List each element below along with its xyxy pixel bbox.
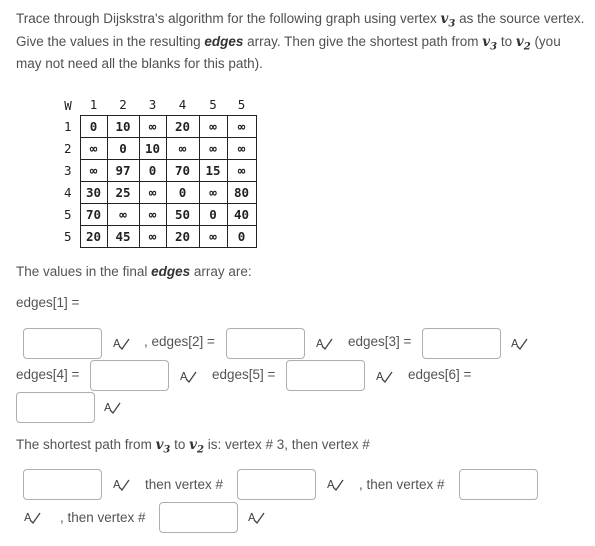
then-vertex-label: then vertex # — [145, 477, 224, 492]
matrix-cell: ∞ — [80, 137, 107, 159]
svg-text:A: A — [511, 337, 519, 350]
matrix-row — [56, 159, 256, 181]
matrix-cell: 20 — [166, 225, 199, 247]
matrix-col-header: 5 — [209, 97, 217, 113]
prompt-text: (you may not need all the blanks for this path). — [16, 33, 561, 72]
spellcheck-icon[interactable] — [248, 510, 265, 524]
svg-text:A: A — [24, 511, 32, 524]
matrix-cell: 20 — [166, 115, 199, 137]
matrix-row — [56, 137, 256, 159]
matrix-row — [56, 225, 256, 247]
matrix-row-header: 4 — [63, 184, 72, 200]
matrix-cell: ∞ — [107, 203, 139, 225]
matrix-cell: ∞ — [80, 159, 107, 181]
matrix-cell: ∞ — [139, 203, 166, 225]
spellcheck-icon[interactable] — [24, 510, 41, 524]
matrix-row — [56, 115, 256, 137]
matrix-cell: ∞ — [139, 181, 166, 203]
matrix-cell: 30 — [80, 181, 107, 203]
matrix-col-header: 4 — [178, 97, 187, 113]
matrix-cell: ∞ — [199, 115, 227, 137]
matrix-cell: 10 — [107, 115, 139, 137]
matrix-row-header: 3 — [63, 162, 72, 178]
matrix-row-header: 1 — [63, 118, 72, 134]
spellcheck-icon[interactable] — [113, 336, 130, 350]
spellcheck-icon[interactable] — [113, 477, 130, 491]
vertex-v3: $v_3$ — [440, 11, 456, 30]
spellcheck-icon[interactable] — [104, 400, 121, 414]
matrix-cell: 40 — [227, 203, 256, 225]
weight-matrix — [56, 95, 257, 248]
matrix-cell: ∞ — [199, 181, 227, 203]
matrix-cell: 25 — [107, 181, 139, 203]
svg-text:A: A — [248, 511, 256, 524]
prompt-text: to — [497, 33, 516, 49]
matrix-col-header: 1 — [89, 97, 98, 113]
shortest-path-prompt: The shortest path from $v_3$ to $v_2$ is: vertex # 3, then vertex # — [16, 437, 370, 456]
svg-text:A: A — [104, 401, 112, 414]
path-vertex-2-input[interactable] — [237, 469, 316, 500]
matrix-col-header: 5 — [237, 97, 246, 113]
matrix-cell: 50 — [166, 203, 199, 225]
edges5-label: edges[5] = — [212, 367, 276, 382]
edges4-label: edges[4] = — [16, 367, 80, 382]
then-vertex-label: , then vertex # — [359, 477, 445, 492]
svg-text:A: A — [113, 337, 121, 350]
matrix-row-header: 2 — [63, 140, 72, 156]
matrix-cell: 0 — [139, 159, 166, 181]
edges-term: edges — [151, 264, 191, 279]
final-values-label: The values in the final edges array are: — [16, 264, 252, 279]
matrix-cell: 70 — [166, 159, 199, 181]
edges-term: edges — [204, 33, 244, 49]
svg-text:A: A — [316, 337, 324, 350]
spellcheck-icon[interactable] — [376, 369, 393, 383]
svg-text:A: A — [376, 370, 384, 383]
matrix-row — [56, 203, 256, 225]
edges2-input[interactable] — [226, 328, 305, 359]
matrix-cell: 70 — [80, 203, 107, 225]
matrix-cell: 15 — [199, 159, 227, 181]
edges3-label: edges[3] = — [348, 334, 412, 349]
matrix-cell: 0 — [227, 225, 256, 247]
edges6-label: edges[6] = — [408, 367, 472, 382]
matrix-cell: ∞ — [199, 225, 227, 247]
spellcheck-icon[interactable] — [327, 477, 344, 491]
matrix-cell: ∞ — [227, 115, 256, 137]
matrix-col-header: 2 — [119, 97, 127, 113]
matrix-corner-label: W — [64, 97, 72, 113]
matrix-row-header: 5 — [63, 228, 72, 244]
matrix-cell: 0 — [80, 115, 107, 137]
matrix-cell: 0 — [107, 137, 139, 159]
matrix-cell: ∞ — [199, 137, 227, 159]
path-vertex-1-input[interactable] — [23, 469, 102, 500]
matrix-cell: ∞ — [139, 225, 166, 247]
prompt-text: array. Then give the shortest path from — [243, 33, 483, 49]
edges3-input[interactable] — [422, 328, 501, 359]
matrix-cell: 97 — [107, 159, 139, 181]
question-prompt — [16, 10, 586, 72]
matrix-cell: 20 — [80, 225, 107, 247]
edges5-input[interactable] — [286, 360, 365, 391]
matrix-row — [56, 181, 256, 203]
svg-text:A: A — [327, 478, 335, 491]
spellcheck-icon[interactable] — [180, 369, 197, 383]
vertex-v2: $v_2$ — [189, 437, 204, 456]
matrix-col-header: 3 — [148, 97, 157, 113]
vertex-v3: $v_3$ — [155, 437, 171, 456]
spellcheck-icon[interactable] — [316, 336, 333, 350]
matrix-cell: 0 — [199, 203, 227, 225]
matrix-row-header: 5 — [63, 206, 72, 222]
path-vertex-3-input[interactable] — [459, 469, 538, 500]
path-vertex-4-input[interactable] — [159, 502, 238, 533]
prompt-text: Trace through Dijskstra's algorithm for the following graph using vertex — [16, 11, 441, 26]
matrix-cell: ∞ — [227, 137, 256, 159]
matrix-cell: ∞ — [166, 137, 199, 159]
matrix-cell: 10 — [139, 137, 166, 159]
svg-text:A: A — [180, 370, 188, 383]
prompt-text: as the source vertex. Give the values in the resulting — [16, 11, 585, 49]
edges6-input[interactable] — [16, 392, 95, 423]
edges4-input[interactable] — [90, 360, 169, 391]
then-vertex-label: , then vertex # — [60, 510, 146, 525]
svg-text:A: A — [113, 478, 121, 491]
matrix-cell: 80 — [227, 181, 256, 203]
matrix-cell: 45 — [107, 225, 139, 247]
edges1-label: edges[1] = — [16, 295, 80, 310]
matrix-cell: ∞ — [227, 159, 256, 181]
matrix-cell: 0 — [166, 181, 199, 203]
edges2-label: , edges[2] = — [144, 334, 215, 349]
edges1-input[interactable] — [23, 328, 102, 359]
matrix-cell: ∞ — [139, 115, 166, 137]
vertex-v3: $v_3$ — [482, 33, 498, 53]
vertex-v2: $v_2$ — [515, 33, 531, 53]
spellcheck-icon[interactable] — [511, 336, 528, 350]
